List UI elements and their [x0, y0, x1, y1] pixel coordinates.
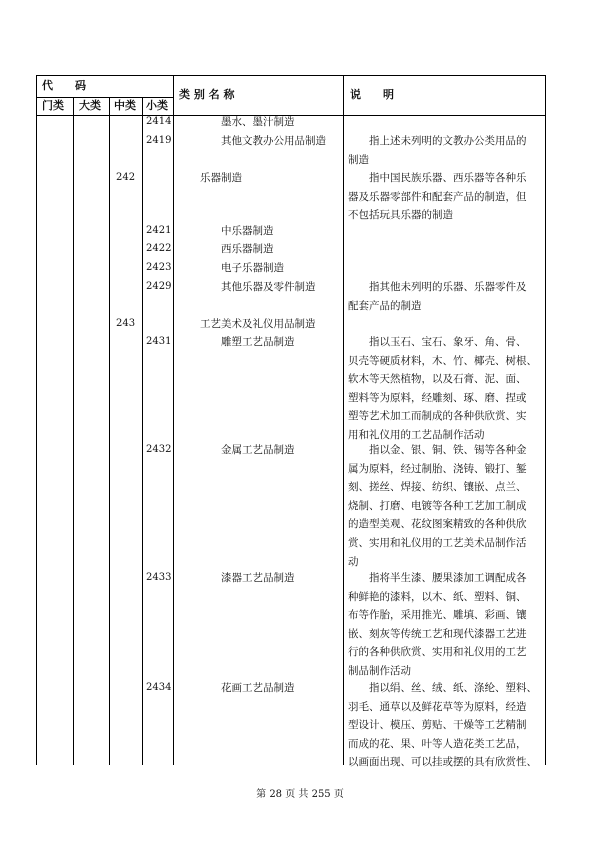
page-footer: 第 28 页 共 255 页 [256, 789, 344, 800]
category-name: 雕塑工艺品制造 [221, 336, 295, 348]
category-name: 金属工艺品制造 [221, 444, 295, 456]
small-class-code: 2429 [146, 281, 172, 292]
header-code: 代 码 [42, 79, 86, 92]
small-class-code: 2419 [146, 135, 172, 146]
header-category-name: 类 别 名 称 [179, 88, 235, 101]
column-divider-men-da [73, 97, 74, 765]
small-class-code: 2433 [146, 572, 172, 583]
small-class-code: 2434 [146, 682, 172, 693]
header-men-lei: 门类 [42, 99, 64, 112]
category-description: 指以绢、丝、绒、纸、涤纶、塑料、 羽毛、通草以及鲜花草等为原料，经造 型设计、模压、剪贴、干燥等工艺精制 而成的花、果、叶等人造花类工艺品， 以画面出现、可以挂或摆的具有欣赏性、 [348, 682, 537, 769]
category-name: 墨水、墨汁制造 [221, 116, 295, 128]
category-description: 指将半生漆、腰果漆加工调配成各 种鲜艳的漆料，以木、纸、塑料、铜、 布等作胎，采用推光、雕填、彩画、镶 嵌、刻灰等传统工艺和现代漆器工艺进 行的各种供欣赏、实用和礼仪用的工艺 制品制作活动 [348, 572, 527, 677]
category-name: 中乐器制造 [221, 225, 274, 237]
column-divider-da-zhong [109, 97, 110, 765]
category-description: 指其他未列明的乐器、乐器零件及 配套产品的制造 [348, 281, 527, 312]
code-subheader-line [36, 97, 173, 98]
small-class-code: 2431 [146, 336, 172, 347]
category-description: 指以玉石、宝石、象牙、角、骨、 贝壳等硬质材料，木、竹、椰壳、树根、 软木等天然植物，以及石膏、泥、面、 塑料等为原料，经雕刻、琢、磨、捏或 塑等艺术加工而制成的各种供欣赏、实 用和礼仪用的工艺品制作活动 [348, 336, 537, 441]
category-name: 乐器制造 [200, 172, 242, 184]
table-border-left [36, 75, 37, 765]
category-name: 其他文教办公用品制造 [221, 135, 326, 147]
category-name: 漆器工艺品制造 [221, 572, 295, 584]
header-da-lei: 大类 [79, 99, 101, 112]
small-class-code: 2422 [146, 243, 172, 254]
category-description: 指上述未列明的文教办公类用品的 制造 [348, 135, 527, 166]
small-class-code: 2421 [146, 225, 172, 236]
header-xiao-lei: 小类 [146, 99, 168, 112]
mid-class-code: 242 [116, 172, 136, 183]
small-class-code: 2423 [146, 262, 172, 273]
category-description: 指中国民族乐器、西乐器等各种乐 器及乐器零部件和配套产品的制造，但 不包括玩具乐器的制造 [348, 172, 527, 222]
category-name: 工艺美术及礼仪用品制造 [200, 318, 316, 330]
table-border-right [545, 75, 546, 765]
category-name: 花画工艺品制造 [221, 682, 295, 694]
column-divider-name-desc [343, 75, 344, 765]
header-zhong-lei: 中类 [114, 99, 136, 112]
column-divider-code-name [173, 75, 174, 765]
small-class-code: 2414 [146, 116, 172, 127]
category-name: 西乐器制造 [221, 243, 274, 255]
category-name: 其他乐器及零件制造 [221, 281, 316, 293]
table-border-top [36, 75, 546, 76]
classification-table [36, 75, 546, 769]
category-description: 指以金、银、铜、铁、锡等各种金 属为原料，经过制胎、浇铸、锻打、錾 刻、搓丝、焊接、纺织、镶嵌、点兰、 烧制、打磨、电镀等各种工艺加工制成 的造型美观、花纹图案精致的各种供欣 赏、实用和礼仪用的工艺美术品制作活 动 [348, 444, 527, 568]
header-description: 说 明 [350, 88, 394, 101]
mid-class-code: 243 [116, 318, 136, 329]
category-name: 电子乐器制造 [221, 262, 284, 274]
column-divider-zhong-xiao [142, 97, 143, 765]
small-class-code: 2432 [146, 444, 172, 455]
